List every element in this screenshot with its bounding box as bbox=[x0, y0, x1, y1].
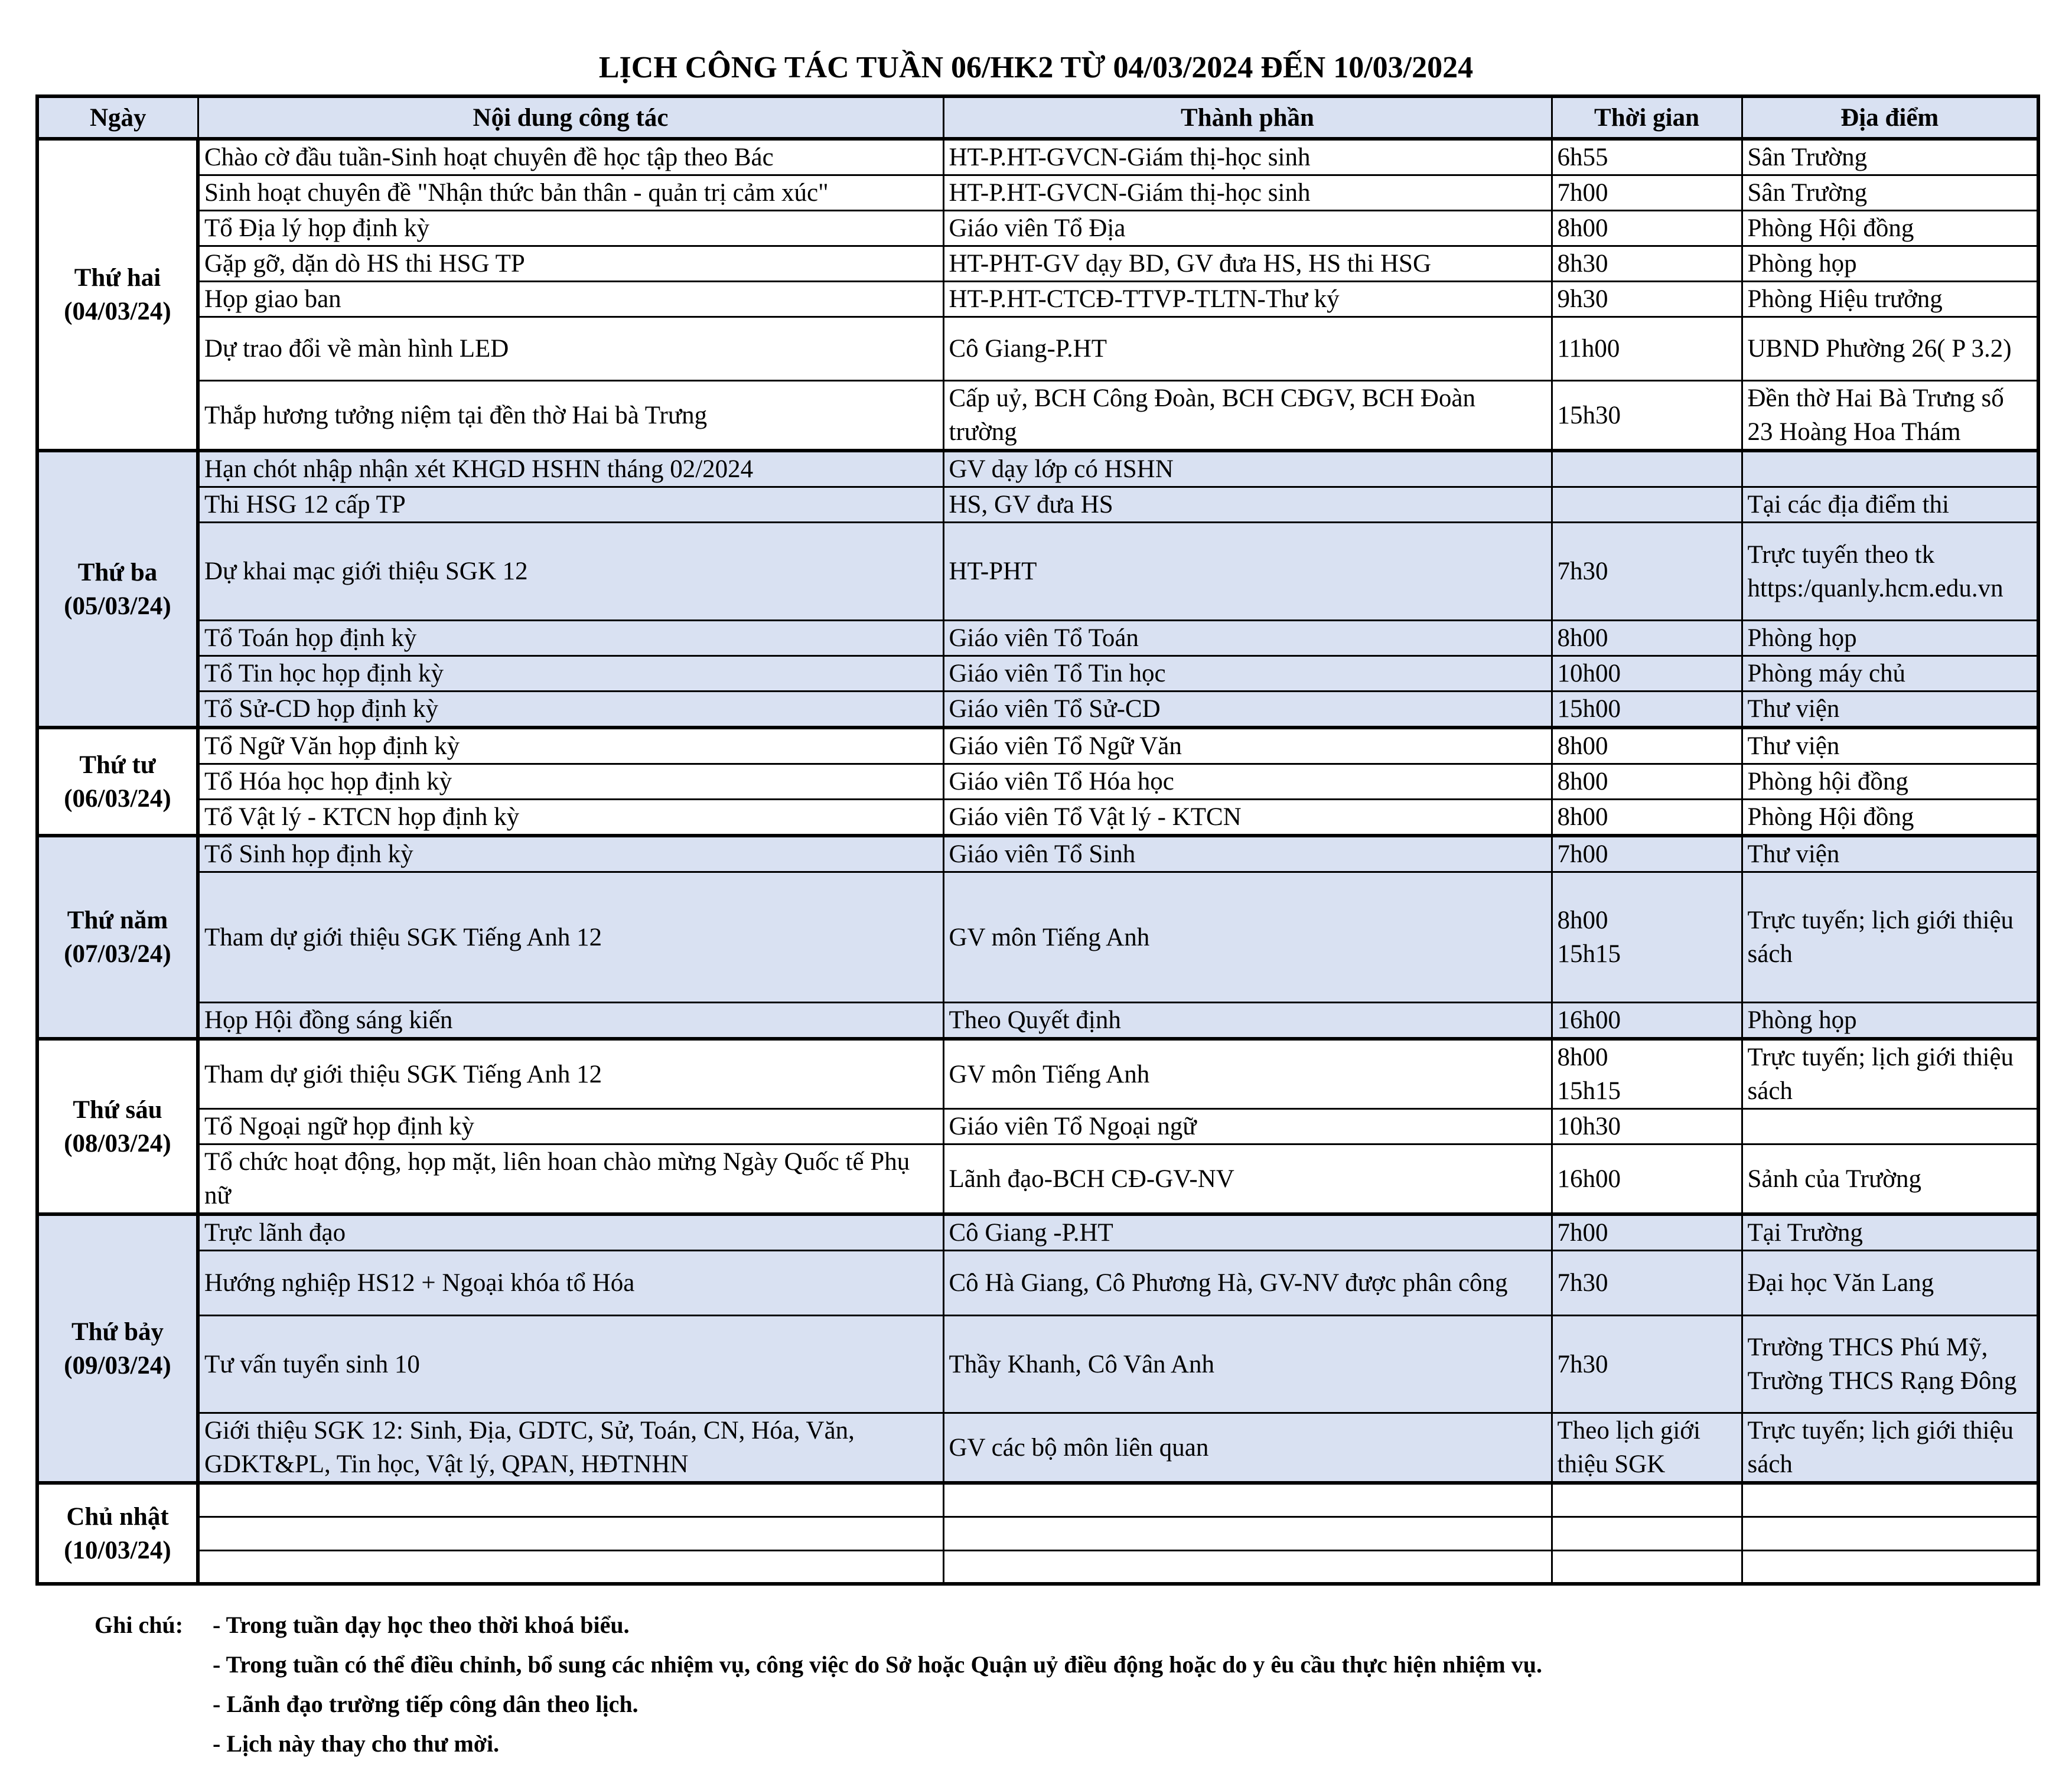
day-cell bbox=[37, 836, 198, 1039]
participants-cell: HT-P.HT-CTCĐ-TTVP-TLTN-Thư ký bbox=[943, 282, 1552, 317]
schedule-table bbox=[35, 94, 2040, 1586]
participants-cell: Giáo viên Tổ Hóa học bbox=[943, 764, 1552, 800]
day-date: (07/03/24) bbox=[64, 940, 171, 968]
location-cell: Đại học Văn Lang bbox=[1742, 1251, 2038, 1316]
time-cell: 7h30 bbox=[1552, 1251, 1742, 1316]
time-line: 8h00 bbox=[1557, 1043, 1608, 1071]
location-cell: Trường THCS Phú Mỹ, Trường THCS Rạng Đông bbox=[1742, 1316, 2038, 1413]
table-row bbox=[37, 1483, 2038, 1517]
location-cell: Phòng Hội đồng bbox=[1742, 211, 2038, 246]
day-name: Thứ hai bbox=[74, 264, 161, 292]
time-cell bbox=[1552, 1517, 1742, 1550]
table-row bbox=[37, 621, 2038, 656]
participants-cell: HT-P.HT-GVCN-Giám thị-học sinh bbox=[943, 175, 1552, 211]
time-cell: 11h00 bbox=[1552, 317, 1742, 381]
table-row bbox=[37, 139, 2038, 175]
location-cell: Sân Trường bbox=[1742, 175, 2038, 211]
day-date: (08/03/24) bbox=[64, 1129, 171, 1157]
table-row bbox=[37, 1144, 2038, 1215]
table-row bbox=[37, 451, 2038, 487]
day-date: (05/03/24) bbox=[64, 592, 171, 620]
content-cell: Tổ Vật lý - KTCN họp định kỳ bbox=[198, 800, 943, 836]
table-row bbox=[37, 317, 2038, 381]
table-row bbox=[37, 1039, 2038, 1109]
location-cell: Phòng hội đồng bbox=[1742, 764, 2038, 800]
table-row bbox=[37, 211, 2038, 246]
participants-cell bbox=[943, 1550, 1552, 1584]
content-cell bbox=[198, 1550, 943, 1584]
day-cell bbox=[37, 1214, 198, 1483]
content-cell: Tổ Ngữ Văn họp định kỳ bbox=[198, 728, 943, 764]
time-cell: Theo lịch giới thiệu SGK bbox=[1552, 1413, 1742, 1483]
participants-cell: Cô Giang-P.HT bbox=[943, 317, 1552, 381]
content-cell bbox=[198, 1483, 943, 1517]
time-cell bbox=[1552, 872, 1742, 1003]
day-date: (06/03/24) bbox=[64, 784, 171, 813]
time-line: 15h15 bbox=[1557, 940, 1621, 968]
location-cell: Sân Trường bbox=[1742, 139, 2038, 175]
table-row bbox=[37, 728, 2038, 764]
content-cell: Gặp gỡ, dặn dò HS thi HSG TP bbox=[198, 246, 943, 282]
time-cell: 8h00 bbox=[1552, 621, 1742, 656]
table-row bbox=[37, 800, 2038, 836]
location-cell: Phòng họp bbox=[1742, 621, 2038, 656]
table-row bbox=[37, 1214, 2038, 1251]
note-line bbox=[95, 1684, 1866, 1724]
table-row bbox=[37, 1316, 2038, 1413]
header-content: Nội dung công tác bbox=[198, 96, 943, 139]
location-cell: Sảnh của Trường bbox=[1742, 1144, 2038, 1215]
participants-cell: HT-PHT bbox=[943, 523, 1552, 621]
content-cell: Tổ Hóa học họp định kỳ bbox=[198, 764, 943, 800]
participants-cell: Theo Quyết định bbox=[943, 1003, 1552, 1039]
table-header bbox=[37, 96, 2038, 139]
day-group bbox=[37, 1214, 2038, 1483]
note-line bbox=[95, 1724, 1866, 1763]
location-cell: Phòng máy chủ bbox=[1742, 656, 2038, 692]
table-row bbox=[37, 282, 2038, 317]
header-participants: Thành phần bbox=[943, 96, 1552, 139]
time-cell: 7h30 bbox=[1552, 1316, 1742, 1413]
header-time: Thời gian bbox=[1552, 96, 1742, 139]
time-cell: 8h30 bbox=[1552, 246, 1742, 282]
participants-cell: GV môn Tiếng Anh bbox=[943, 872, 1552, 1003]
content-cell: Thi HSG 12 cấp TP bbox=[198, 487, 943, 523]
day-group bbox=[37, 728, 2038, 836]
location-cell: Trực tuyến theo tk https:/quanly.hcm.edu.vn bbox=[1742, 523, 2038, 621]
note-line bbox=[95, 1605, 1866, 1645]
participants-cell: Lãnh đạo-BCH CĐ-GV-NV bbox=[943, 1144, 1552, 1215]
page-title: LỊCH CÔNG TÁC TUẦN 06/HK2 TỪ 04/03/2024 ĐẾN 10/03/2024 bbox=[598, 51, 1474, 84]
content-cell: Tổ Địa lý họp định kỳ bbox=[198, 211, 943, 246]
location-cell: Thư viện bbox=[1742, 692, 2038, 728]
participants-cell: Giáo viên Tổ Địa bbox=[943, 211, 1552, 246]
time-cell bbox=[1552, 1550, 1742, 1584]
time-cell: 15h30 bbox=[1552, 381, 1742, 451]
table-row bbox=[37, 872, 2038, 1003]
participants-cell: Cấp uỷ, BCH Công Đoàn, BCH CĐGV, BCH Đoàn trường bbox=[943, 381, 1552, 451]
time-cell bbox=[1552, 487, 1742, 523]
content-cell: Thắp hương tưởng niệm tại đền thờ Hai bà Trưng bbox=[198, 381, 943, 451]
content-cell: Tổ Toán họp định kỳ bbox=[198, 621, 943, 656]
content-cell: Dự khai mạc giới thiệu SGK 12 bbox=[198, 523, 943, 621]
location-cell: Tại Trường bbox=[1742, 1214, 2038, 1251]
participants-cell: GV dạy lớp có HSHN bbox=[943, 451, 1552, 487]
day-group bbox=[37, 451, 2038, 728]
day-group bbox=[37, 1483, 2038, 1584]
time-cell: 7h30 bbox=[1552, 523, 1742, 621]
participants-cell: Cô Hà Giang, Cô Phương Hà, GV-NV được phân công bbox=[943, 1251, 1552, 1316]
table-row bbox=[37, 836, 2038, 872]
day-name: Thứ bảy bbox=[71, 1318, 164, 1346]
content-cell: Tham dự giới thiệu SGK Tiếng Anh 12 bbox=[198, 1039, 943, 1109]
participants-cell: Giáo viên Tổ Toán bbox=[943, 621, 1552, 656]
location-cell bbox=[1742, 451, 2038, 487]
content-cell: Tổ chức hoạt động, họp mặt, liên hoan chào mừng Ngày Quốc tế Phụ nữ bbox=[198, 1144, 943, 1215]
location-cell: Phòng họp bbox=[1742, 1003, 2038, 1039]
day-date: (04/03/24) bbox=[64, 298, 171, 325]
time-cell: 10h00 bbox=[1552, 656, 1742, 692]
note-text: - Trong tuần có thể điều chỉnh, bổ sung các nhiệm vụ, công việc do Sở hoặc Quận uỷ điều động hoặc do y êu cầu thực hiện nhiệm vụ. bbox=[213, 1651, 1542, 1678]
table-row bbox=[37, 1251, 2038, 1316]
time-cell: 16h00 bbox=[1552, 1144, 1742, 1215]
participants-cell bbox=[943, 1517, 1552, 1550]
table-row bbox=[37, 1003, 2038, 1039]
day-name: Thứ năm bbox=[67, 906, 168, 934]
day-name: Chủ nhật bbox=[66, 1502, 169, 1531]
location-cell: Phòng Hiệu trưởng bbox=[1742, 282, 2038, 317]
day-date: (09/03/24) bbox=[64, 1351, 171, 1380]
day-name: Thứ ba bbox=[77, 558, 158, 586]
content-cell: Sinh hoạt chuyên đề "Nhận thức bản thân - quản trị cảm xúc" bbox=[198, 175, 943, 211]
content-cell: Hạn chót nhập nhận xét KHGD HSHN tháng 02/2024 bbox=[198, 451, 943, 487]
location-cell: Trực tuyến; lịch giới thiệu sách bbox=[1742, 1413, 2038, 1483]
location-cell: UBND Phường 26( P 3.2) bbox=[1742, 317, 2038, 381]
table-row bbox=[37, 1413, 2038, 1483]
location-cell: Phòng Hội đồng bbox=[1742, 800, 2038, 836]
day-cell bbox=[37, 139, 198, 451]
participants-cell: Giáo viên Tổ Tin học bbox=[943, 656, 1552, 692]
location-cell: Thư viện bbox=[1742, 836, 2038, 872]
table-row bbox=[37, 1550, 2038, 1584]
table-row bbox=[37, 381, 2038, 451]
day-cell bbox=[37, 1483, 198, 1584]
time-cell: 10h30 bbox=[1552, 1109, 1742, 1144]
time-line: 8h00 bbox=[1557, 906, 1608, 934]
table-row bbox=[37, 523, 2038, 621]
day-name: Thứ tư bbox=[79, 751, 156, 779]
time-cell: 8h00 bbox=[1552, 800, 1742, 836]
participants-cell: Thầy Khanh, Cô Vân Anh bbox=[943, 1316, 1552, 1413]
location-cell bbox=[1742, 1517, 2038, 1550]
content-cell: Trực lãnh đạo bbox=[198, 1214, 943, 1251]
time-cell bbox=[1552, 451, 1742, 487]
time-line: 15h15 bbox=[1557, 1077, 1621, 1105]
location-cell: Trực tuyến; lịch giới thiệu sách bbox=[1742, 872, 2038, 1003]
participants-cell: GV môn Tiếng Anh bbox=[943, 1039, 1552, 1109]
time-cell bbox=[1552, 1039, 1742, 1109]
location-cell: Đền thờ Hai Bà Trưng số 23 Hoàng Hoa Thám bbox=[1742, 381, 2038, 451]
content-cell bbox=[198, 1517, 943, 1550]
time-cell: 7h00 bbox=[1552, 175, 1742, 211]
participants-cell: Giáo viên Tổ Ngoại ngữ bbox=[943, 1109, 1552, 1144]
content-cell: Tổ Sinh họp định kỳ bbox=[198, 836, 943, 872]
content-cell: Chào cờ đầu tuần-Sinh hoạt chuyên đề học tập theo Bác bbox=[198, 139, 943, 175]
participants-cell: Giáo viên Tổ Vật lý - KTCN bbox=[943, 800, 1552, 836]
table-row bbox=[37, 1109, 2038, 1144]
participants-cell: Giáo viên Tổ Ngữ Văn bbox=[943, 728, 1552, 764]
location-cell bbox=[1742, 1550, 2038, 1584]
time-cell: 8h00 bbox=[1552, 728, 1742, 764]
table-row bbox=[37, 1517, 2038, 1550]
day-name: Thứ sáu bbox=[73, 1095, 162, 1124]
content-cell: Hướng nghiệp HS12 + Ngoại khóa tổ Hóa bbox=[198, 1251, 943, 1316]
note-text: - Lãnh đạo trường tiếp công dân theo lịch. bbox=[213, 1691, 638, 1717]
notes-section bbox=[95, 1605, 1866, 1763]
participants-cell: HT-P.HT-GVCN-Giám thị-học sinh bbox=[943, 139, 1552, 175]
time-cell: 9h30 bbox=[1552, 282, 1742, 317]
participants-cell: HS, GV đưa HS bbox=[943, 487, 1552, 523]
header-location: Địa điểm bbox=[1742, 96, 2038, 139]
day-group bbox=[37, 139, 2038, 451]
day-date: (10/03/24) bbox=[64, 1536, 171, 1564]
table-row bbox=[37, 175, 2038, 211]
table-row bbox=[37, 656, 2038, 692]
participants-cell: Giáo viên Tổ Sử-CD bbox=[943, 692, 1552, 728]
content-cell: Tổ Sử-CD họp định kỳ bbox=[198, 692, 943, 728]
content-cell: Giới thiệu SGK 12: Sinh, Địa, GDTC, Sử, Toán, CN, Hóa, Văn, GDKT&PL, Tin học, Vật lý, QPAN, HĐTNHN bbox=[198, 1413, 943, 1483]
location-cell: Tại các địa điểm thi bbox=[1742, 487, 2038, 523]
participants-cell: Giáo viên Tổ Sinh bbox=[943, 836, 1552, 872]
content-cell: Tham dự giới thiệu SGK Tiếng Anh 12 bbox=[198, 872, 943, 1003]
participants-cell: GV các bộ môn liên quan bbox=[943, 1413, 1552, 1483]
table-row bbox=[37, 764, 2038, 800]
notes-label: Ghi chú: bbox=[95, 1612, 184, 1638]
location-cell bbox=[1742, 1109, 2038, 1144]
day-cell bbox=[37, 1039, 198, 1214]
note-text: - Trong tuần dạy học theo thời khoá biểu. bbox=[213, 1612, 630, 1638]
header-day: Ngày bbox=[37, 96, 198, 139]
note-line bbox=[95, 1645, 1866, 1684]
time-cell: 15h00 bbox=[1552, 692, 1742, 728]
table-row bbox=[37, 246, 2038, 282]
content-cell: Tư vấn tuyển sinh 10 bbox=[198, 1316, 943, 1413]
table-row bbox=[37, 487, 2038, 523]
note-text: - Lịch này thay cho thư mời. bbox=[213, 1730, 500, 1757]
content-cell: Họp Hội đồng sáng kiến bbox=[198, 1003, 943, 1039]
day-cell bbox=[37, 728, 198, 836]
location-cell: Phòng họp bbox=[1742, 246, 2038, 282]
time-cell: 16h00 bbox=[1552, 1003, 1742, 1039]
time-cell: 7h00 bbox=[1552, 836, 1742, 872]
content-cell: Tổ Ngoại ngữ họp định kỳ bbox=[198, 1109, 943, 1144]
day-group bbox=[37, 836, 2038, 1039]
participants-cell: HT-PHT-GV dạy BD, GV đưa HS, HS thi HSG bbox=[943, 246, 1552, 282]
participants-cell bbox=[943, 1483, 1552, 1517]
content-cell: Dự trao đổi về màn hình LED bbox=[198, 317, 943, 381]
day-group bbox=[37, 1039, 2038, 1214]
location-cell bbox=[1742, 1483, 2038, 1517]
content-cell: Tổ Tin học họp định kỳ bbox=[198, 656, 943, 692]
time-cell: 6h55 bbox=[1552, 139, 1742, 175]
time-cell: 8h00 bbox=[1552, 211, 1742, 246]
content-cell: Họp giao ban bbox=[198, 282, 943, 317]
location-cell: Thư viện bbox=[1742, 728, 2038, 764]
location-cell: Trực tuyến; lịch giới thiệu sách bbox=[1742, 1039, 2038, 1109]
table-row bbox=[37, 692, 2038, 728]
time-cell: 8h00 bbox=[1552, 764, 1742, 800]
time-cell: 7h00 bbox=[1552, 1214, 1742, 1251]
time-cell bbox=[1552, 1483, 1742, 1517]
participants-cell: Cô Giang -P.HT bbox=[943, 1214, 1552, 1251]
day-cell bbox=[37, 451, 198, 728]
